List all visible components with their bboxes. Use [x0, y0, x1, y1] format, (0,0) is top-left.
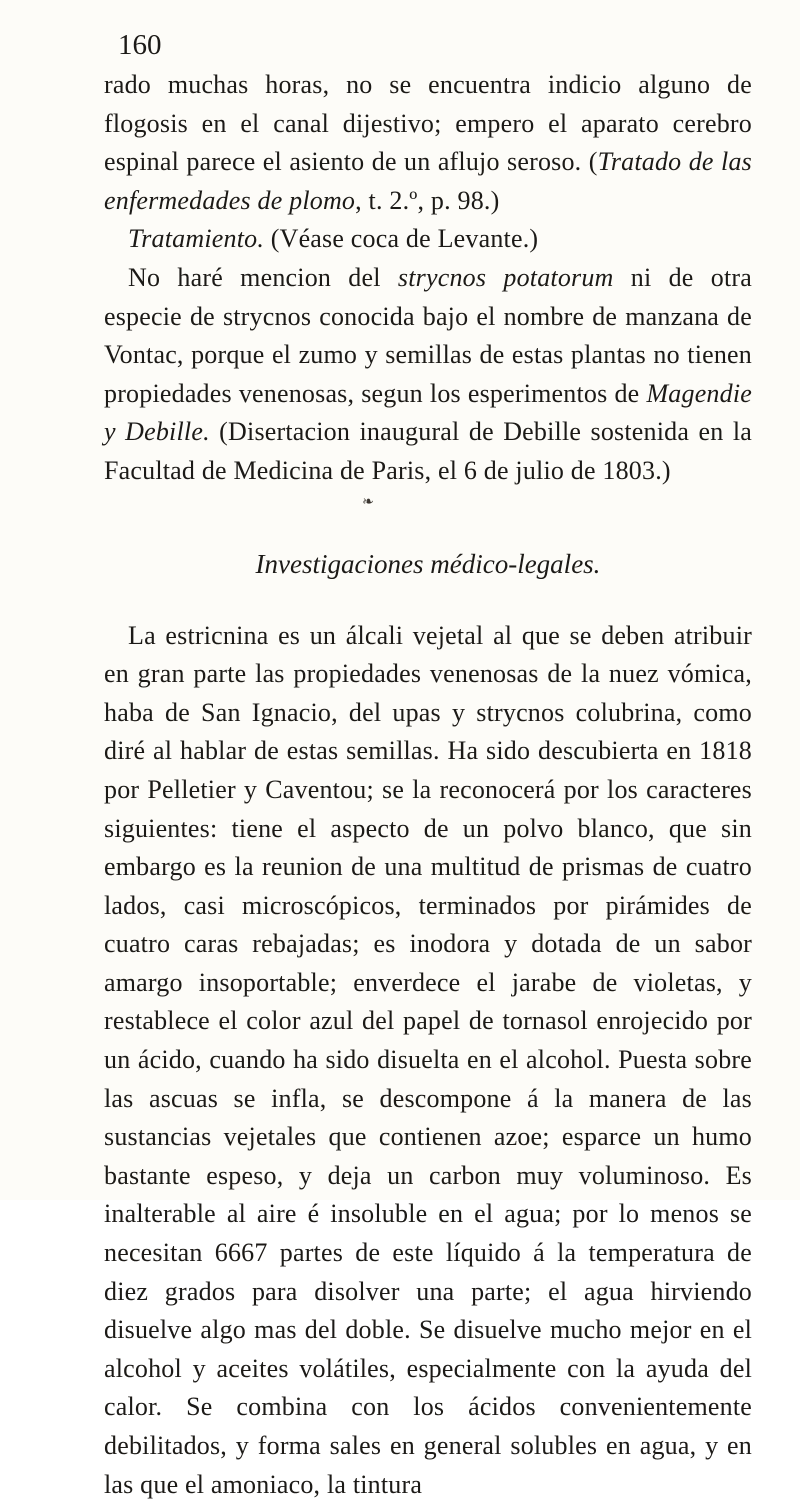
paragraph-continuation — [104, 66, 752, 220]
paragraph-strycnos — [104, 259, 752, 491]
paragraph-text: , t. 2.º, p. 98.) — [355, 185, 500, 215]
paragraph-estricnina: La estricnina es un álcali vejetal al que se deben atribuir en gran parte las propiedades venenosas de la nuez vómica, haba de San Ignacio, del upas y strycnos colubrina, como diré al hablar de estas semillas. Ha sido descubierta en 1818 por Pelletier y Caventou; se la reconocerá por los caracteres siguientes: tiene el aspecto de un polvo blanco, que sin embargo es la reunion de una multitud de prismas de cuatro lados, casi microscópicos, terminados por pirámides de cuatro caras rebajadas; es inodora y dotada de un sabor amargo insoportable; enverdece el jarabe de violetas, y restablece el color azul del papel de tornasol enrojecido por un ácido, cuando ha sido disuelta en el alcohol. Puesta sobre las ascuas se infla, se descompone á la manera de las sustancias vejetales que contienen azoe; esparce un humo bastante espeso, y deja un carbon muy voluminoso. Es inalterable al aire é insoluble en el agua; por lo menos se necesitan 6667 partes de este líquido á la temperatura de diez grados para disolver una parte; el agua hirviendo disuelve algo mas del doble. Se disuelve mucho mejor en el alcohol y aceites volátiles, especialmente con la ayuda del calor. Se combina con los ácidos convenientemente debilitados, y forma sales en general solubles en agua, y en las que el amoniaco, la tintura — [104, 620, 752, 1499]
paragraph-text: (Disertacion inaugural de Debille sostenida en la Facultad de Medicina de Paris, el 6 de julio de 1803.) — [104, 417, 752, 485]
paragraph-text: (Véase coca de Levante.) — [264, 224, 539, 254]
species-name: strycnos potatorum — [397, 262, 614, 292]
paragraph-text: rado muchas horas, no se encuentra indicio alguno de flogosis en el canal dijestivo; empero el aparato cerebro espinal parece el asiento de un aflujo seroso. ( — [104, 70, 752, 177]
section-heading: Investigaciones médico-legales. — [255, 548, 601, 579]
author-names: Magendie y Debille. — [104, 378, 752, 447]
treatment-label: Tratamiento. — [128, 224, 265, 254]
paragraph-text: ni de otra especie de strycnos conocida bajo el nombre de manzana de Vontac, porque el zumo y semillas de estas plantas no tienen propiedades venenosas, segun los esperimentos de — [104, 262, 752, 408]
citation-title: Tratado de las enfermedades de plomo — [104, 147, 752, 215]
page-number: 160 — [118, 29, 162, 61]
ornament-mark: ❧ — [362, 494, 374, 510]
paragraph-treatment — [104, 220, 752, 259]
paragraph-text: No haré mencion del — [128, 262, 398, 292]
